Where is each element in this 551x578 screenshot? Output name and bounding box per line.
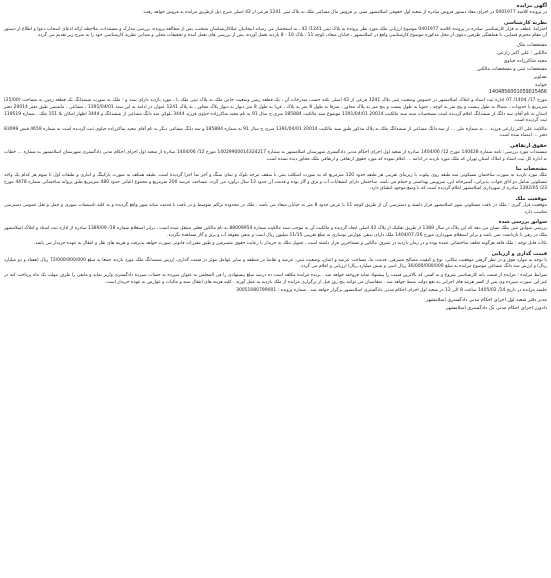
history-heading: سوابق بررسی شده [498,219,547,226]
location-heading: موقعیت ملک [515,195,547,202]
building-text: ملک مورد بازدید به صورت ساختمان مسکونی سه طبقه روی پیلوت با زیربنای تقریبی هر طبقه حدود 120 مترمربع که به صورت اسکلت بتنی با سقف تیرچه بلوک و نمای سنگ و آجر نما اجرا گردیده است. طبقه همکف به صورت پارکینگ و انباری و طبقات اول تا سوم هر کدام یک واحد مسکونی شامل دو اتاق خواب، پذیرایی، آشپزخانه اپن، سرویس بهداشتی و حمام می باشد. ساختمان دارای انشعابات آب و برق و گاز بوده و قدمت آن حدود 12 سال برآورد می گردد. مساحت عرصه 200 مترمربع و مجموع اعیانی حدود 480 مترمربع طبق پروانه ساختمانی شماره 4478 مورخ 23/ 1392/05 صادره از شهرداری اسلامشهر اعلام گردیده است که با وضع موجود انطباق دارد. [4,173,548,192]
owner-line-2: مجید شاکرزاده خیاوی [503,58,547,64]
notes-text: نکات قابل توجه : ملک فاقد هرگونه تخلف ساختمانی عمده بوده و در زمان بازدید در تصرف مالکین و مستاجرین قرار داشته است . تحویل ملک به خریدار با رعایت حقوق متصرفین و طبق مقررات قانونی صورت خواهد پذیرفت و هزینه های نقل و انتقال به عهده خریدار می باشد. [33,241,547,247]
expert-opinion-heading: نظریه کارشناسی [504,19,547,26]
easement-text: مستندات مورد بررسی: نامه شماره 140428 مورخ 12/ 1404/06 صادره از شعبه اول اجرای احکام مدنی دادگستری شهرستان اسلامشهر به شماره 14029900014324217 مورخ 12/ 1404/06 صادره از شعبه اول اجرای احکام مدنی دادگستری شهرستان اسلامشهر به شماره ... خطاب به اداره کل ثبت اسناد و املاک استان تهران که ملک مورد بازدید در ادامه ... اعلام نموده که مورد حقوق ارتفاقی و ارتفاقی ملک مجاور دیده نشده است. [4,149,547,162]
images-heading: تصاویر [533,74,547,80]
reply-number: 1404856001059015466 [489,89,547,95]
intro-paragraph: در پرونده کلاسه 0401977 در اجرای مفاد دستور فروش صادره از شعبه اول حقوقی اسلامشهر مبنی بر فروش مال مشاعی ملک به پلاک ثبتی 1241 فرعی از 42 اصلی شرح ذیل ازطریق مزایده به فروش خواهد رفت: [142,10,547,15]
history-text: بررسی سوابق ثبتی ملک نشان می دهد که این پلاک در سال 1389 از طریق تفکیک از پلاک 42 اصلی ایجاد گردیده و مالکیت آن به موجب سند مالکیت شماره 88009954 به نام مالکین فعلی منتقل شده است ، برابر استعلام شماره 18/ 1389/09 صادره از اداره ثبت اسناد و املاک اسلامشهر ملک در رهن یا بازداشت نمی باشد و برابر استعلام شهرداری مورخ 26/ 1404/07 ملک دارای بدهی عوارض نوسازی به مبلغ تقریبی 11/15 میلیون ریال است و بدهی معوقه آب و برق و گاز مشاهده نگردید. [4,226,547,238]
easement-heading: حقوق ارتفاقی [510,142,547,149]
reply-heading: جوابیه [534,82,547,88]
ownership-description: مالکیت علی اکبر زارعی فرزند ... به شماره ملی ... از سه دانگ مشاعی از ششدانگ ملک به پلاک مذکور طبق سند مالکیت 20014 1391/04/01 سری ج سال 91 به شماره 185884 و سه دانگ مشاعی دیگر به نام آقای مجید شاکرزاده خیاوی ثبت گردیده است به شماره 4659 قبض 83099 دفتر ... امضاء شده است. [4,126,548,139]
valuation-heading: قیمت گذاری و ارزیابی [491,250,547,257]
property-heading: مشخصات ملک [516,42,547,48]
notice-title: آگهی مزایده [516,3,547,9]
registry-heading: مشخصات ثبتی و مشخصات مالکین [476,66,547,72]
valuation-text: با توجه به موارد فوق و در نظر گرفتن موقعیت مکانی، نوع و کیفیت مصالح مصرفی، قدمت بنا، مساحت عرصه و اعیان، وضعیت ثبتی، عرضه و تقاضا در منطقه و سایر عوامل موثر در قیمت گذاری، ارزش ششدانگ ملک مورد بازدید جمعا به مبلغ 72/000/000/000 ریال (هفتاد و دو میلیارد ریال) و ارزش سه دانگ مشاعی موضوع مزایده به مبلغ 36/000/000/000 ریال (سی و شش میلیارد ریال) ارزیابی و اعلام می گردد. [4,257,548,270]
signature-line: مدیر دفتر شعبه اول اجرای احکام مدنی دادگستری اسلامشهر [425,297,547,303]
expert-opinion-text: احتراما، عطف به قرار کارشناسی صادره در پرونده کلاسه 0401977 موضوع ارزیابی ملک مورد نظر پرونده به پلاک ثبتی 1241/ 42 ، به استحضار می رساند اینجانبان عیلاکارشناسان منتخب، پس از مطالعه پرونده، بررسی مدارک و مستندات، ملاحظه ارائه ادعای اصحاب دعوا و اطلاع از دستور آن مقام محترم قضایی، با هماهنگی طرفین دعوی از محل مذکوره موضوع کارشناسی واقع در اسلامشهر ، خیابان میعاد، کوچه 11 ، پلاک 10 - 8 بازدید بعمل آورده، پس از بررسی های بعمل آمده و تحقیقات محلی و میدانی نظریه کارشناسی خود را به شرح زیر تقدیم می گردد. [4,26,548,39]
building-heading: مشخصات بنا [515,166,547,173]
auction-conditions-text: شرایط مزایده : مزایده از قیمت پایه کارشناسی شروع و به کسی که بالاترین قیمت را پیشنهاد نماید فروخته خواهد شد . برنده مزایده مکلف است ده درصد مبلغ پیشنهادی را فی المجلس به عنوان سپرده به حساب سپرده دادگستری واریز نماید و مابقی را ظرف مهلت یک ماه پرداخت کند در غیر این صورت سپرده وی پس از کسر هزینه های اجرایی به نفع دولت ضبط خواهد شد . متقاضیان می توانند پنج روز قبل از برگزاری مزایده از ملک بازدید به عمل آورند . کلیه هزینه های انتقال سند و مالیات و عوارض به عهده خریدار است. [4,273,547,285]
registry-description: مورخ 17/ 1404/ 07 اداره ثبت اسناد و املاک اسلامشهر در خصوص وضعیت ثبتی پلاک 1241 فرعی از 42 اصلی نکته حسب مندرجات آن ، یک قطعه زمین وضعیت خاص ملک به پلاک ثبتی ملک با ، مورد بازدید دارای سند و ؛ ملک به صورت ششدانگ یک قطعه زمین به مساحت (25/00) مترمربع با حدودات ، شمالا به طول بیست و پنج متر به کوچه ، جنوبا به طول بیست و پنج متر به پلاک مجاور ، شرقا به طول 8 متر به پلاک ، غربا به طول 8 متر دیوار به دیوار پلاک مجاور ، به پلاک 1241 عنوان در ادامه به این سند 1391/04/01 ، مشاعی ، ماشیمن طبق دفتر 20014 دفتر استان به نام آقای سه دانگ از ششدانگ اعلام گردیده است مشخصات سند سند مالکیت 20014 1391/04/01 موضوع سند مالکیت 185884 سری ج سال 91 به نام مجید شاکرزاده خیاوی فرزند 3444 بلوکی سه دانگ مشاعی از ششدانگ و 3444 اظهار امکان بلا 151 ملک ، شماره 119519 ثبت گردیده است. [3,98,547,124]
location-text: موقعیت قرار گیری : ملک در بافت مسکونی شهر اسلامشهر قرار داشته و دسترسی آن از طریق کوچه 11 با عرض حدود 8 متر به خیابان میعاد می باشد . ملک در محدوده تراکم متوسط و در بافت با قدمت میانه شهر واقع گردیده و به کلیه تاسیسات شهری و حمل و نقل عمومی دسترسی مناسب دارد. [4,202,547,215]
auction-notice-document [4,2,547,574]
auction-date-line: جلسه مزایده در تاریخ 14/ 1405/02 ساعت 8 الی 12 در شعبه اول اجرای احکام مدنی دادگستری اسلامشهر برگزار خواهد شد . شماره پرونده : 30051080799001 [236,288,547,294]
office-footer: دادورز اجرای احکام مدنی یک دادگستری اسلامشهر [445,305,547,311]
owner-line: مالکین : علی اکبر زارعی [497,50,547,56]
